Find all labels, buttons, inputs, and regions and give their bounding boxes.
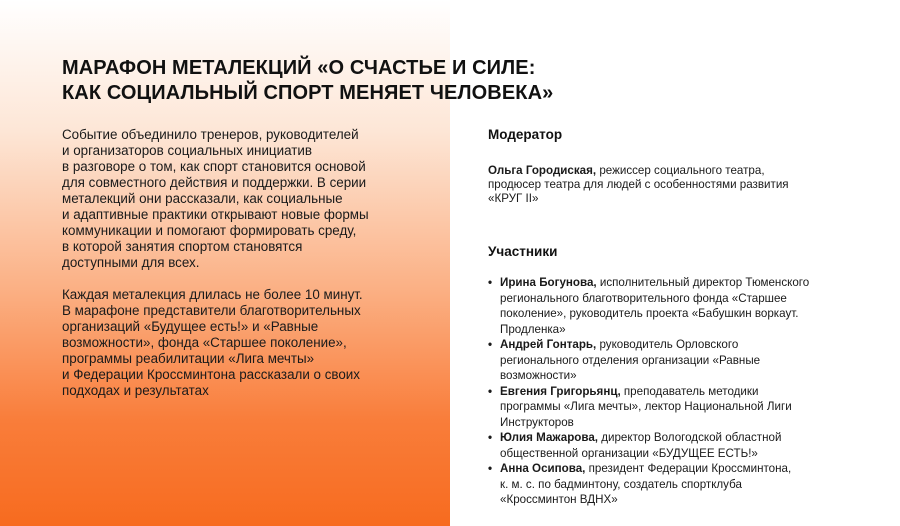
description-column (62, 127, 412, 415)
bullet-icon: • (488, 338, 493, 351)
moderator-entry (488, 164, 848, 206)
participant-item (488, 384, 848, 431)
participant-description: руководитель Орловского регионального отделения организации «Равные возможности» (500, 338, 761, 382)
participant-description: преподаватель методики программы «Лига мечты», лектор Национальной Лиги Инструкторов (500, 384, 792, 429)
page-title (62, 56, 782, 106)
participant-item (488, 337, 848, 384)
participant-description: директор Вологодской областной общественной организации «БУДУЩЕЕ ЕСТЬ!» (500, 431, 782, 460)
title-line-1: МАРАФОН МЕТАЛЕКЦИЙ «О СЧАСТЬЕ И СИЛЕ: (62, 57, 536, 79)
participant-name: Ирина Богунова, (500, 276, 597, 289)
participant-item (488, 430, 848, 461)
participants-list (488, 275, 848, 508)
participant-name: Андрей Гонтарь, (500, 338, 597, 351)
bullet-icon: • (488, 384, 493, 398)
moderator-name: Ольга Городиская, (488, 164, 597, 177)
participant-description: исполнительный директор Тюменского регионального благотворительного фонда «Старшее поколение», руководитель проекта «Бабушкин воркаут. Продленка» (500, 276, 810, 336)
description-paragraph-2: Каждая металекция длилась не более 10 минут. В марафоне представители благотворительных организаций «Будущее есть!» и «Равные возможности», фонда «Старшее поколение», программы реабилитации «Лига мечты» и Федерации Кроссминтона рассказали о своих подходах и результатах (62, 287, 363, 398)
bullet-icon: • (488, 431, 493, 444)
participant-item (488, 275, 848, 337)
participant-item (488, 461, 848, 508)
bullet-icon: • (488, 462, 493, 475)
participant-description: президент Федерации Кроссминтона, к. м. с. по бадминтону, создатель спортклуба «Кроссминтон ВДНХ» (500, 462, 792, 506)
moderator-heading: Модератор (488, 127, 563, 142)
bullet-icon: • (488, 276, 493, 289)
participant-name: Евгения Григорьянц, (500, 384, 621, 398)
participant-name: Юлия Мажарова, (500, 431, 599, 444)
participant-name: Анна Осипова, (500, 462, 586, 475)
moderator-description: режиссер социального театра, продюсер театра для людей с особенностями развития «КРУГ II» (488, 164, 789, 205)
participants-heading: Участники (488, 244, 558, 259)
title-line-2: КАК СОЦИАЛЬНЫЙ СПОРТ МЕНЯЕТ ЧЕЛОВЕКА» (62, 82, 554, 104)
speakers-column (488, 127, 848, 508)
description-paragraph-1: Событие объединило тренеров, руководителей и организаторов социальных инициатив в разговоре о том, как спорт становится основой для совместного действия и поддержки. В серии металекций они рассказали, как социальные и адаптивные практики открывают новые формы коммуникации и помогают формировать среду, в которой занятия спортом становятся доступными для всех. (62, 127, 369, 270)
